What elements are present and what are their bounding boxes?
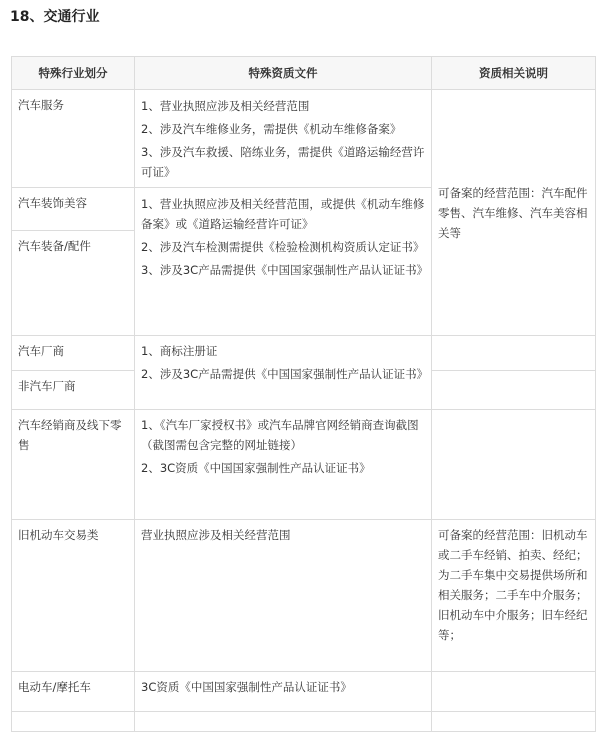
document-item: 3、涉及汽车救援、陪练业务，需提供《道路运输经营许可证》: [141, 145, 425, 179]
header-documents: 特殊资质文件: [135, 57, 432, 90]
document-item: 2、涉及3C产品需提供《中国国家强制性产品认证证书》: [141, 367, 429, 381]
document-item: 2、3C资质《中国国家强制性产品认证证书》: [141, 461, 371, 475]
documents-cell: [135, 336, 432, 410]
notes-cell: [432, 520, 596, 672]
document-item: 1、《汽车厂家授权书》或汽车品牌官网经销商查询截图（截图需包含完整的网址链接）: [141, 418, 419, 452]
category-label: 旧机动车交易类: [18, 528, 99, 542]
category-label: 汽车装备/配件: [18, 239, 91, 253]
notes-cell: [432, 672, 596, 712]
table-row: [12, 410, 596, 520]
category-cell: [12, 410, 135, 520]
section-title: 18、交通行业: [10, 9, 100, 25]
category-label: 非汽车厂商: [18, 379, 76, 393]
documents-cell: [135, 410, 432, 520]
table-header-row: [12, 57, 596, 90]
category-cell: [12, 520, 135, 672]
document-item: 1、营业执照应涉及相关经营范围，或提供《机动车维修备案》或《道路运输经营许可证》: [141, 197, 425, 231]
notes-cell: [432, 90, 596, 336]
documents-cell: [135, 672, 432, 712]
document-item: 1、商标注册证: [141, 344, 218, 358]
table-row: [12, 90, 596, 188]
category-label: 汽车服务: [18, 98, 64, 112]
category-cell: [12, 712, 135, 732]
qualification-table: [11, 56, 596, 732]
header-category: 特殊行业划分: [12, 57, 135, 90]
table-row: [12, 520, 596, 672]
category-label: 汽车厂商: [18, 344, 64, 358]
table-row: [12, 336, 596, 371]
category-label: 汽车经销商及线下零售: [18, 418, 122, 452]
document-item: 3C资质《中国国家强制性产品认证证书》: [141, 680, 352, 694]
header-notes: 资质相关说明: [432, 57, 596, 90]
notes-cell: [432, 371, 596, 410]
category-label: 电动车/摩托车: [18, 680, 91, 694]
documents-cell: [135, 188, 432, 336]
note-text: 可备案的经营范围：汽车配件零售、汽车维修、汽车美容相关等: [438, 185, 588, 240]
document-item: 2、涉及汽车维修业务，需提供《机动车维修备案》: [141, 122, 402, 136]
notes-cell: [432, 712, 596, 732]
category-cell: [12, 90, 135, 188]
documents-cell: [135, 712, 432, 732]
note-text: 可备案的经营范围：旧机动车或二手车经销、拍卖、经纪；为二手车集中交易提供场所和相关服务；二手车中介服务；旧机动车中介服务；旧车经纪等；: [438, 528, 588, 642]
notes-cell: [432, 410, 596, 520]
notes-cell: [432, 336, 596, 371]
category-cell: [12, 672, 135, 712]
category-cell: [12, 231, 135, 336]
table-row: [12, 672, 596, 712]
document-item: 营业执照应涉及相关经营范围: [141, 528, 291, 542]
category-label: 汽车装饰美容: [18, 196, 87, 210]
document-item: 1、营业执照应涉及相关经营范围: [141, 99, 310, 113]
documents-cell: [135, 520, 432, 672]
category-cell: [12, 188, 135, 231]
document-item: 3、涉及3C产品需提供《中国国家强制性产品认证证书》: [141, 263, 429, 277]
documents-cell: [135, 90, 432, 188]
category-cell: [12, 336, 135, 371]
document-item: 2、涉及汽车检测需提供《检验检测机构资质认定证书》: [141, 240, 425, 254]
category-cell: [12, 371, 135, 410]
table-row: [12, 712, 596, 732]
